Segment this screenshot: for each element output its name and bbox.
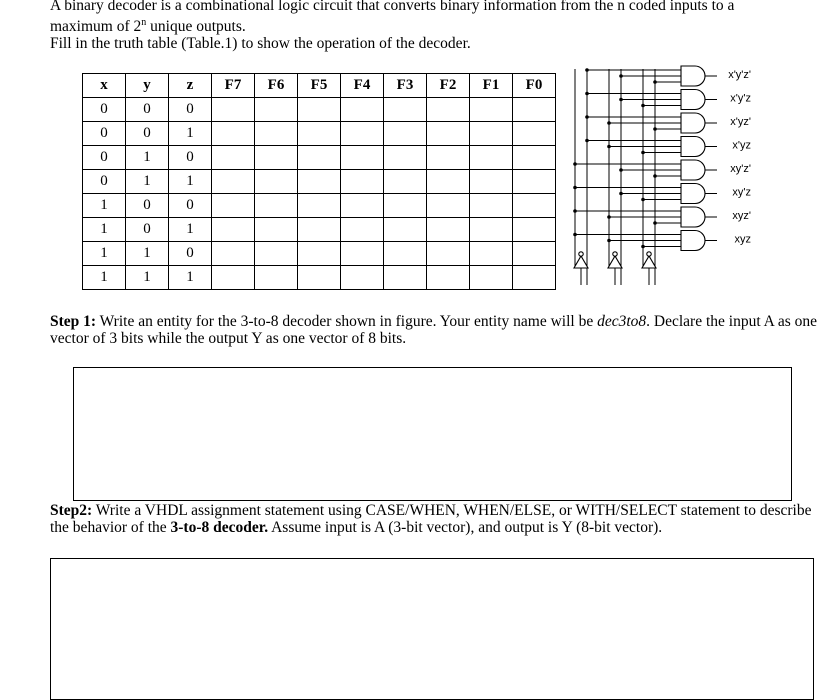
and-gate-icon	[681, 207, 705, 227]
junction-dot	[573, 162, 577, 166]
output-cell[interactable]	[255, 242, 298, 266]
output-cell[interactable]	[255, 266, 298, 290]
step1-answer-box[interactable]	[73, 367, 792, 501]
truth-table-body	[83, 98, 556, 290]
intro-line-3: Fill in the truth table (Table.1) to show the operation of the decoder.	[50, 35, 471, 53]
output-cell[interactable]	[298, 98, 341, 122]
entity-name: dec3to8	[597, 313, 647, 330]
junction-dot	[573, 186, 577, 190]
column-header-y: y	[126, 74, 169, 98]
column-header-f1: F1	[470, 74, 513, 98]
output-cell[interactable]	[384, 122, 427, 146]
table-row	[83, 242, 556, 266]
output-cell[interactable]	[427, 242, 470, 266]
output-cell[interactable]	[255, 98, 298, 122]
output-cell[interactable]	[255, 170, 298, 194]
truth-table	[82, 73, 556, 290]
column-header-f7: F7	[212, 74, 255, 98]
output-cell[interactable]	[427, 194, 470, 218]
inverter-bubble	[579, 252, 583, 256]
output-cell[interactable]	[427, 98, 470, 122]
output-cell[interactable]	[384, 98, 427, 122]
input-cell: 1	[83, 218, 126, 242]
junction-dot	[653, 221, 657, 225]
output-cell[interactable]	[341, 218, 384, 242]
and-gate-icon	[681, 231, 705, 251]
output-cell[interactable]	[384, 218, 427, 242]
junction-dot	[607, 215, 611, 219]
input-cell: 1	[169, 122, 212, 146]
output-cell[interactable]	[513, 146, 556, 170]
and-gate-icon	[681, 160, 705, 180]
output-cell[interactable]	[298, 242, 341, 266]
output-cell[interactable]	[513, 194, 556, 218]
output-cell[interactable]	[255, 122, 298, 146]
junction-dot	[585, 92, 589, 96]
output-label: x'y'z'	[728, 69, 751, 81]
step2-label: Step2:	[50, 502, 93, 519]
input-cell: 1	[169, 170, 212, 194]
intro-line-2-tail: unique outputs.	[146, 18, 246, 36]
output-cell[interactable]	[341, 194, 384, 218]
output-label: xyz	[734, 233, 751, 246]
input-cell: 1	[83, 266, 126, 290]
input-cell: 1	[126, 266, 169, 290]
output-cell[interactable]	[470, 170, 513, 194]
junction-dot	[585, 68, 589, 72]
output-cell[interactable]	[384, 242, 427, 266]
output-cell[interactable]	[341, 242, 384, 266]
output-cell[interactable]	[427, 146, 470, 170]
output-cell[interactable]	[470, 98, 513, 122]
column-header-f0: F0	[513, 74, 556, 98]
input-cell: 0	[83, 170, 126, 194]
inverter-icon	[608, 256, 622, 268]
output-label: x'yz'	[730, 116, 751, 128]
table-row	[83, 266, 556, 290]
output-cell[interactable]	[341, 266, 384, 290]
intro-line-1: A binary decoder is a combinational logic circuit that converts binary information from the n coded inputs to a	[50, 0, 735, 14]
table-row	[83, 98, 556, 122]
input-cell: 1	[83, 194, 126, 218]
step1-label: Step 1:	[50, 313, 97, 330]
junction-dot	[641, 151, 645, 155]
output-cell[interactable]	[427, 266, 470, 290]
step2-answer-box[interactable]	[50, 558, 814, 700]
output-cell[interactable]	[470, 194, 513, 218]
output-cell[interactable]	[513, 266, 556, 290]
output-cell[interactable]	[513, 170, 556, 194]
column-header-f2: F2	[427, 74, 470, 98]
junction-dot	[619, 168, 623, 172]
step2-text-tail: Assume input is A (3-bit vector), and output is Y (8-bit vector).	[268, 519, 663, 536]
and-gate-icon	[681, 113, 705, 133]
output-cell[interactable]	[384, 170, 427, 194]
output-cell[interactable]	[212, 194, 255, 218]
decoder-circuit-diagram	[565, 63, 765, 298]
output-cell[interactable]	[470, 122, 513, 146]
input-cell: 1	[169, 218, 212, 242]
step2-paragraph	[50, 502, 820, 536]
output-cell[interactable]	[384, 266, 427, 290]
junction-dot	[653, 127, 657, 131]
input-cell: 0	[83, 146, 126, 170]
and-gate-icon	[681, 184, 705, 204]
input-cell: 0	[169, 242, 212, 266]
inverter-icon	[574, 256, 588, 268]
junction-dot	[607, 239, 611, 243]
output-cell[interactable]	[513, 218, 556, 242]
junction-dot	[607, 121, 611, 125]
intro-line-2-text: maximum of 2	[50, 18, 142, 36]
intro-line-2	[50, 14, 820, 35]
junction-dot	[607, 145, 611, 149]
output-cell[interactable]	[212, 98, 255, 122]
output-cell[interactable]	[298, 194, 341, 218]
output-cell[interactable]	[298, 218, 341, 242]
column-header-f5: F5	[298, 74, 341, 98]
output-cell[interactable]	[384, 194, 427, 218]
output-cell[interactable]	[470, 146, 513, 170]
input-cell: 0	[126, 218, 169, 242]
junction-dot	[619, 74, 623, 78]
junction-dot	[585, 115, 589, 119]
column-header-f4: F4	[341, 74, 384, 98]
output-cell[interactable]	[212, 266, 255, 290]
step2-text: Write a VHDL assignment statement using CASE/WHEN, WHEN/ELSE, or WITH/SELECT statement to describe the behavior of the	[50, 502, 812, 536]
output-cell[interactable]	[427, 122, 470, 146]
step2-bold-text: 3-to-8 decoder.	[170, 519, 269, 536]
input-cell: 1	[126, 242, 169, 266]
step1-paragraph	[50, 313, 820, 347]
output-label: xyz'	[732, 210, 751, 222]
intro-superscript: n	[141, 17, 147, 28]
column-header-z: z	[169, 74, 212, 98]
output-cell[interactable]	[212, 218, 255, 242]
output-cell[interactable]	[384, 146, 427, 170]
output-cell[interactable]	[212, 146, 255, 170]
column-header-f3: F3	[384, 74, 427, 98]
output-cell[interactable]	[255, 218, 298, 242]
output-cell[interactable]	[513, 98, 556, 122]
table-row	[83, 170, 556, 194]
junction-dot	[573, 209, 577, 213]
and-gate-icon	[681, 137, 705, 157]
output-cell[interactable]	[212, 242, 255, 266]
junction-dot	[653, 174, 657, 178]
junction-dot	[641, 245, 645, 249]
output-cell[interactable]	[341, 122, 384, 146]
output-cell[interactable]	[341, 170, 384, 194]
junction-dot	[573, 233, 577, 237]
input-cell: 0	[126, 98, 169, 122]
output-label: xy'z'	[730, 163, 751, 175]
intro-paragraph	[50, 0, 820, 52]
input-cell: 0	[169, 146, 212, 170]
output-label: x'yz	[732, 139, 751, 152]
output-cell[interactable]	[341, 98, 384, 122]
truth-table-header	[83, 74, 556, 98]
column-header-x: x	[83, 74, 126, 98]
inverter-bubble	[613, 252, 617, 256]
junction-dot	[619, 192, 623, 196]
output-cell[interactable]	[513, 122, 556, 146]
step1-text: Write an entity for the 3-to-8 decoder shown in figure. Your entity name will be	[96, 313, 598, 330]
output-cell[interactable]	[255, 146, 298, 170]
step1-text-tail: . Declare the input A as one vector of 3 bits while the output Y as one vector of 8 bits.	[50, 313, 818, 347]
input-cell: 0	[83, 122, 126, 146]
output-cell[interactable]	[298, 122, 341, 146]
input-cell: 0	[169, 98, 212, 122]
table-row	[83, 146, 556, 170]
input-cell: 1	[169, 266, 212, 290]
input-cell: 0	[126, 122, 169, 146]
and-gate-icon	[681, 66, 705, 86]
junction-dot	[619, 98, 623, 102]
output-cell[interactable]	[298, 170, 341, 194]
input-cell: 1	[126, 170, 169, 194]
output-cell[interactable]	[212, 170, 255, 194]
column-header-f6: F6	[255, 74, 298, 98]
and-gate-icon	[681, 90, 705, 110]
output-cell[interactable]	[255, 194, 298, 218]
output-cell[interactable]	[298, 146, 341, 170]
input-cell: 0	[169, 194, 212, 218]
output-label: x'y'z	[730, 92, 751, 105]
table-row	[83, 194, 556, 218]
output-label: xy'z	[732, 186, 751, 199]
inverter-bubble	[647, 252, 651, 256]
output-cell[interactable]	[341, 146, 384, 170]
output-cell[interactable]	[470, 266, 513, 290]
output-cell[interactable]	[427, 218, 470, 242]
input-cell: 0	[83, 98, 126, 122]
inverter-icon	[642, 256, 656, 268]
junction-dot	[585, 139, 589, 143]
output-cell[interactable]	[427, 170, 470, 194]
output-cell[interactable]	[513, 242, 556, 266]
output-cell[interactable]	[470, 242, 513, 266]
table-row	[83, 122, 556, 146]
output-cell[interactable]	[470, 218, 513, 242]
output-cell[interactable]	[212, 122, 255, 146]
input-cell: 1	[83, 242, 126, 266]
output-cell[interactable]	[298, 266, 341, 290]
junction-dot	[641, 104, 645, 108]
junction-dot	[653, 80, 657, 84]
input-cell: 0	[126, 194, 169, 218]
table-row	[83, 218, 556, 242]
input-cell: 1	[126, 146, 169, 170]
junction-dot	[641, 198, 645, 202]
